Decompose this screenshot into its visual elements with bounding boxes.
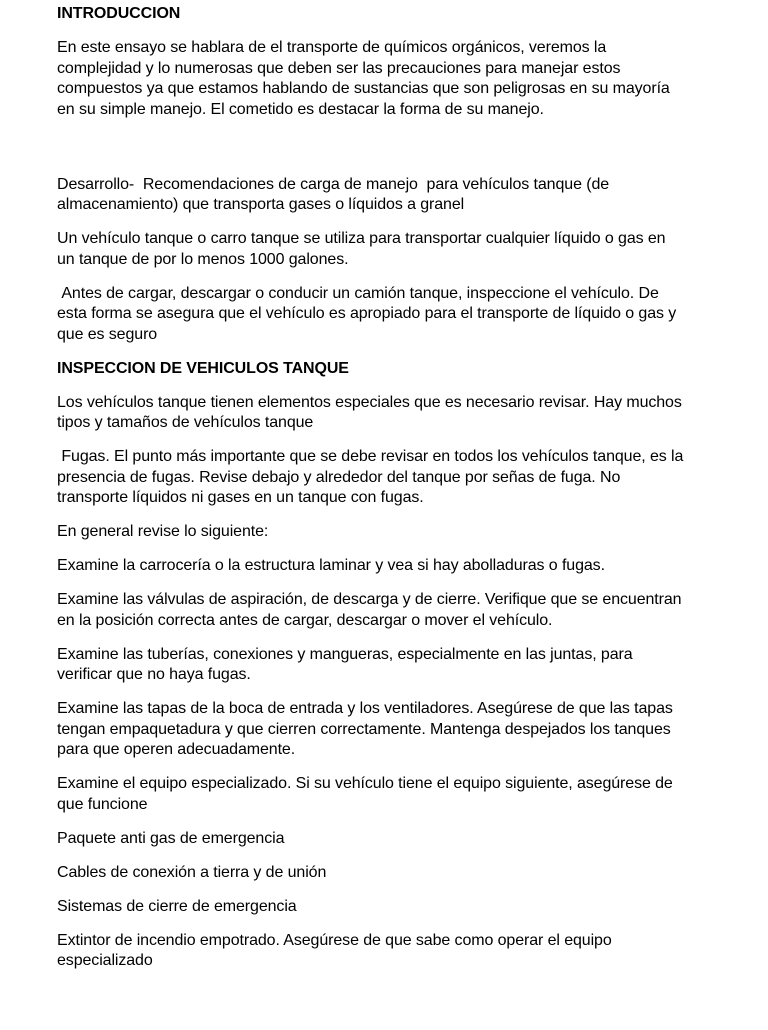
heading-introduccion: INTRODUCCION [57,5,181,22]
paragraph-antes-cargar: Antes de cargar, descargar o conducir un camión tanque, inspeccione el vehículo. De esta forma se asegura que el vehículo es apropiado para el transporte de líquido o gas y que es seguro [57,284,681,343]
heading-inspeccion: INSPECCION DE VEHICULOS TANQUE [57,359,349,377]
paragraph-elementos: Los vehículos tanque tienen elementos especiales que es necesario revisar. Hay muchos tipos y tamaños de vehículos tanque [57,393,687,431]
paragraph-general: En general revise lo siguiente: [57,523,269,540]
paragraph-tuberias: Examine las tuberías, conexiones y mangueras, especialmente en las juntas, para verificar que no haya fugas. [57,645,637,683]
paragraph-cables: Cables de conexión a tierra y de unión [57,863,327,881]
document-page [57,4,687,985]
paragraph-carroceria: Examine la carrocería o la estructura laminar y vea si hay abolladuras o fugas. [57,557,605,574]
paragraph-valvulas: Examine las válvulas de aspiración, de descarga y de cierre. Verifique que se encuentran en la posición correcta antes de cargar, descargar o mover el vehículo. [57,591,686,629]
paragraph-intro: En este ensayo se hablara de el transporte de químicos orgánicos, veremos la complejidad y lo numerosas que deben ser las precauciones para manejar estos compuestos ya que estamos hablando de sustancias que son peligrosas en su mayoría en su simple manejo. El cometido es destacar la forma de su manejo. [57,39,675,118]
paragraph-fugas: Fugas. El punto más importante que se debe revisar en todos los vehículos tanque, es la presencia de fugas. Revise debajo y alrededor del tanque por señas de fuga. No transporte líquidos ni gases en un tanque con fugas. [57,448,688,506]
paragraph-sistemas: Sistemas de cierre de emergencia [57,897,297,915]
paragraph-equipo: Examine el equipo especializado. Si su vehículo tiene el equipo siguiente, asegúrese de que funcione [57,775,678,813]
blank-gap [57,134,687,175]
paragraph-tapas: Examine las tapas de la boca de entrada y los ventiladores. Asegúrese de que las tapas tengan empaquetadura y que cierren correctamente. Mantenga despejados los tanques para que operen adecuadamente. [57,700,678,758]
paragraph-extintor: Extintor de incendio empotrado. Asegúrese de que sabe como operar el equipo especializado [57,931,617,969]
paragraph-paquete: Paquete anti gas de emergencia [57,829,285,847]
paragraph-vehiculo-tanque: Un vehículo tanque o carro tanque se utiliza para transportar cualquier líquido o gas en un tanque de por lo menos 1000 galones. [57,230,670,268]
paragraph-desarrollo: Desarrollo- Recomendaciones de carga de manejo para vehículos tanque (de almacenamiento) que transporta gases o líquidos a granel [57,175,614,213]
